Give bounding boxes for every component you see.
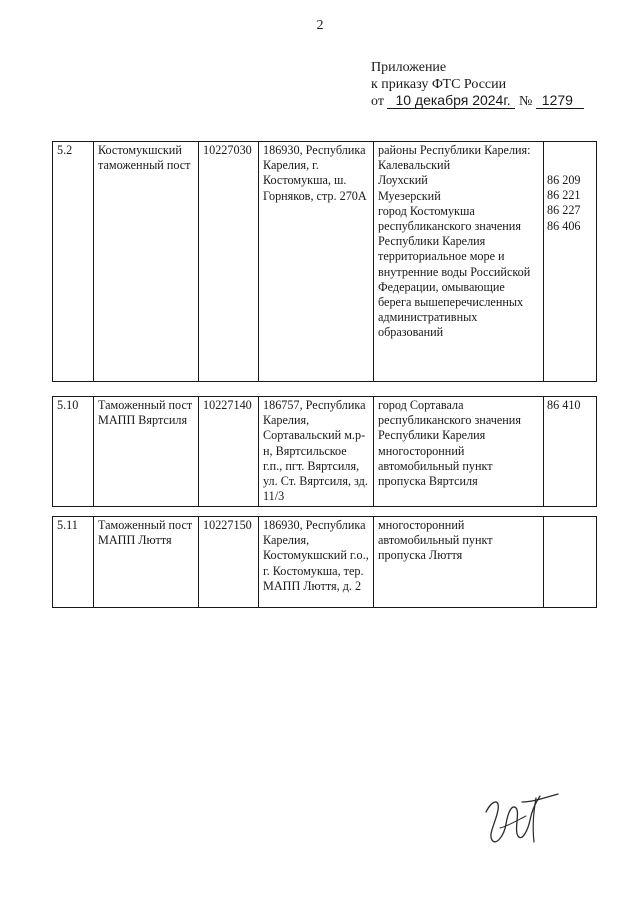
territory-item: город Костомукша республиканского значения Республики Карелия — [378, 203, 521, 249]
territory-item: районы Республики Карелия: — [378, 143, 531, 157]
post-name: Костомукшский таможенный пост — [94, 142, 199, 382]
oktmo-code: 86 221 — [547, 188, 581, 203]
post-address: 186930, Республика Карелия, Костомукшский г.о., г. Костомукша, тер. МАПП Люття, д. 2 — [259, 517, 374, 608]
handwritten-signature-icon — [478, 790, 568, 850]
oktmo-code — [547, 143, 594, 173]
oktmo-code: 86 410 — [547, 398, 581, 412]
table-row — [53, 397, 597, 507]
post-code: 10227150 — [199, 517, 259, 608]
territory-item: многосторонний автомобильный пункт пропуска Вяртсиля — [378, 443, 493, 489]
post-name: Таможенный пост МАПП Люття — [94, 517, 199, 608]
page-number: 2 — [316, 18, 324, 33]
post-address: 186757, Республика Карелия, Сортавальский м.р-н, Вяртсильское г.п., пгт. Вяртсиля, ул. Ст. Вяртсиля, зд. 11/3 — [259, 397, 374, 507]
customs-post-table-5-11 — [52, 516, 597, 608]
row-number: 5.11 — [53, 517, 94, 608]
oktmo-code: 86 406 — [547, 218, 581, 233]
customs-post-table-5-2 — [52, 141, 597, 382]
header-from-label: от — [371, 94, 384, 109]
table-row — [53, 517, 597, 608]
territory-item: город Сортавала республиканского значения Республики Карелия — [378, 398, 521, 443]
header-date-value: 10 декабря 2024г. — [387, 93, 515, 109]
header-order-ref: к приказу ФТС России — [371, 77, 507, 92]
territory-cell — [374, 517, 544, 608]
header-number-sign: № — [518, 94, 533, 109]
row-number: 5.10 — [53, 397, 94, 507]
oktmo-cell — [544, 397, 597, 507]
territory-item: многосторонний автомобильный пункт пропуска Люття — [378, 518, 493, 563]
territory-item: Калевальский — [378, 158, 451, 173]
territory-cell — [374, 397, 544, 507]
oktmo-code: 86 227 — [547, 203, 581, 218]
territory-item: территориальное море и внутренние воды Российской Федерации, омывающие берега вышеперечисленных административных образований — [378, 249, 531, 340]
territory-item: Муезерский — [378, 188, 441, 203]
header-date-line — [371, 93, 584, 110]
row-number: 5.2 — [53, 142, 94, 382]
post-address: 186930, Республика Карелия, г. Костомукша, ш. Горняков, стр. 270А — [259, 142, 374, 382]
post-name: Таможенный пост МАПП Вяртсиля — [94, 397, 199, 507]
oktmo-cell — [544, 517, 597, 608]
oktmo-code: 86 209 — [547, 173, 581, 187]
header-title: Приложение — [371, 60, 447, 75]
territory-cell — [374, 142, 544, 382]
header-number-value: 1279 — [536, 93, 584, 109]
territory-item: Лоухский — [378, 173, 428, 188]
oktmo-cell — [544, 142, 597, 382]
post-code: 10227140 — [199, 397, 259, 507]
post-code: 10227030 — [199, 142, 259, 382]
document-header — [371, 59, 584, 110]
table-row — [53, 142, 597, 382]
customs-post-table-5-10 — [52, 396, 597, 507]
